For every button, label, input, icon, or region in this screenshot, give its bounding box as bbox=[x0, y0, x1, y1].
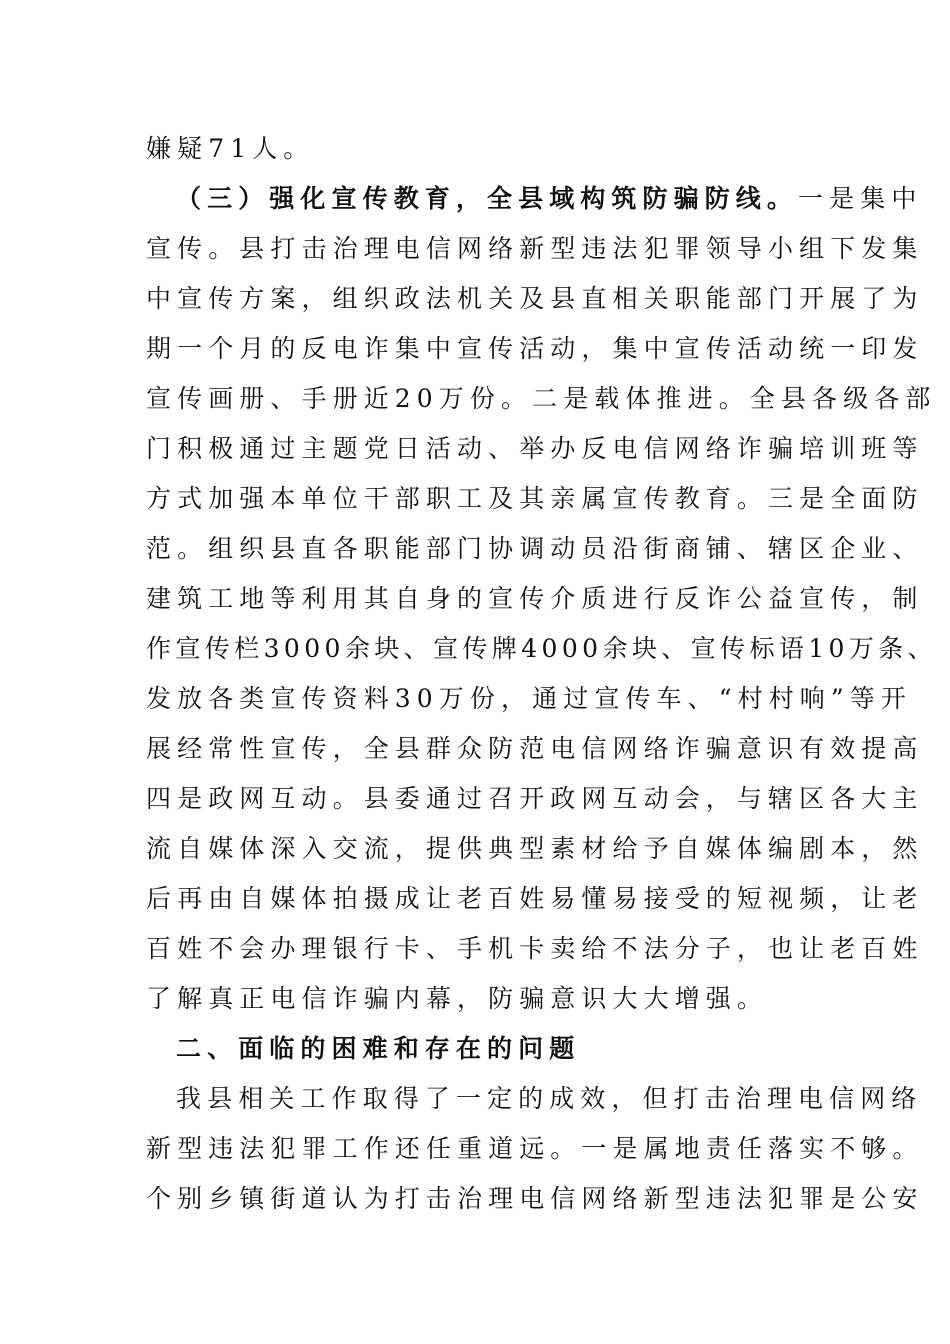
text-line: 宣传。县打击治理电信网络新型违法犯罪领导小组下发集 bbox=[146, 234, 924, 263]
text-line: 个别乡镇街道认为打击治理电信网络新型违法犯罪是公安 bbox=[146, 1184, 924, 1213]
text-line: 百姓不会办理银行卡、手机卡卖给不法分子，也让老百姓 bbox=[146, 934, 924, 963]
text-line: 新型违法犯罪工作还任重道远。一是属地责任落实不够。 bbox=[146, 1134, 924, 1163]
text-line: 宣传画册、手册近20万份。二是载体推进。全县各级各部 bbox=[146, 384, 937, 413]
text-line: 了解真正电信诈骗内幕，防骗意识大大增强。 bbox=[146, 984, 769, 1013]
text-line: 流自媒体深入交流，提供典型素材给予自媒体编剧本，然 bbox=[146, 834, 924, 863]
text-line: 方式加强本单位干部职工及其亲属宣传教育。三是全面防 bbox=[146, 484, 924, 513]
text-line: 嫌疑71人。 bbox=[146, 134, 315, 163]
text-line: 门积极通过主题党日活动、举办反电信网络诈骗培训班等 bbox=[146, 434, 924, 463]
text-line: 展经常性宣传，全县群众防范电信网络诈骗意识有效提高 bbox=[146, 734, 924, 763]
text-line: 范。组织县直各职能部门协调动员沿街商铺、辖区企业、 bbox=[146, 534, 924, 563]
section-heading: （三）强化宣传教育，全县域构筑防骗防线。 bbox=[176, 184, 799, 213]
text-line: 中宣传方案，组织政法机关及县直相关职能部门开展了为 bbox=[146, 284, 924, 313]
text-line: 发放各类宣传资料30万份，通过宣传车、“村村响”等开 bbox=[146, 684, 912, 713]
text-line: 作宣传栏3000余块、宣传牌4000余块、宣传标语10万条、 bbox=[146, 634, 938, 663]
section-heading-paragraph bbox=[176, 181, 923, 217]
text-line: 建筑工地等利用其自身的宣传介质进行反诈公益宣传，制 bbox=[146, 584, 924, 613]
paragraph-start: 一是集中 bbox=[798, 184, 923, 213]
text-line: 四是政网互动。县委通过召开政网互动会，与辖区各大主 bbox=[146, 784, 924, 813]
text-line: 期一个月的反电诈集中宣传活动，集中宣传活动统一印发 bbox=[146, 334, 924, 363]
text-line: 我县相关工作取得了一定的成效，但打击治理电信网络 bbox=[176, 1084, 923, 1113]
text-line: 后再由自媒体拍摄成让老百姓易懂易接受的短视频，让老 bbox=[146, 884, 924, 913]
chapter-heading: 二、面临的困难和存在的问题 bbox=[176, 1034, 581, 1063]
